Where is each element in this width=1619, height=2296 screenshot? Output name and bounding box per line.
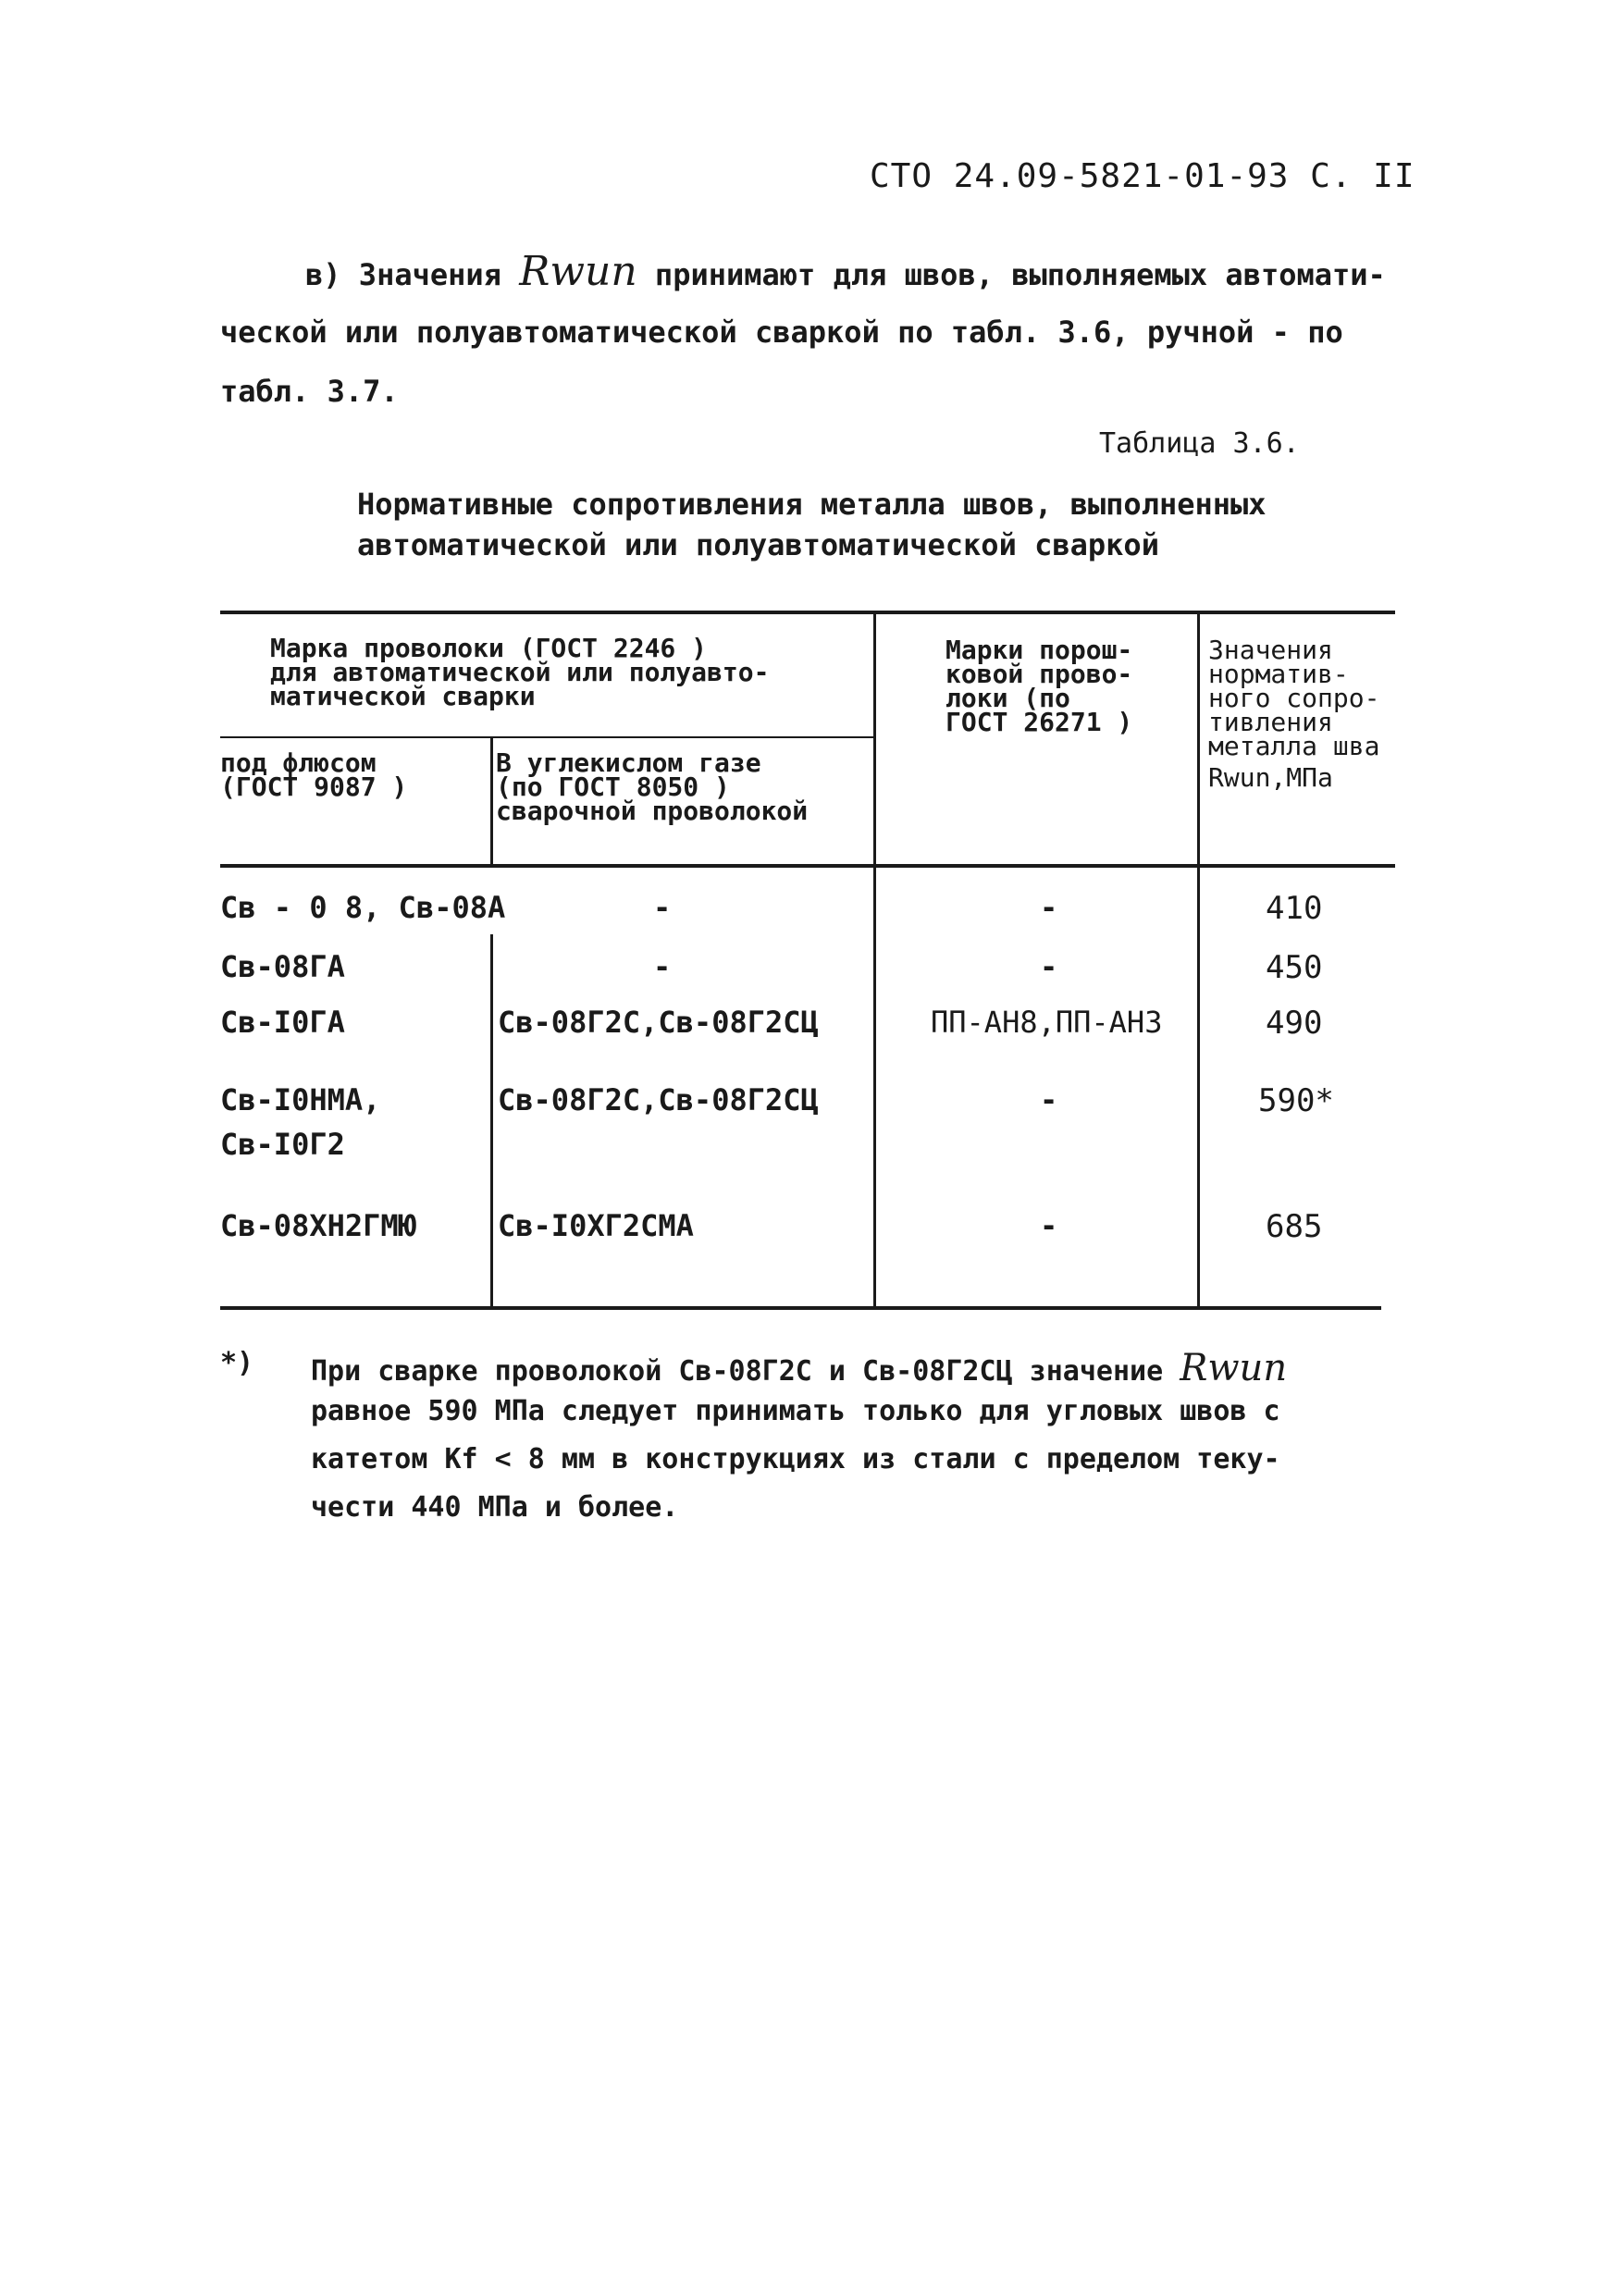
header-value-line-6: Rwun,МПа <box>1208 762 1333 793</box>
intro-line-1-end: принимают для швов, выполняемых автомати- <box>636 257 1386 292</box>
r-wun-symbol: Rwun <box>519 248 637 295</box>
page-reference: СТО 24.09-5821-01-93 С. II <box>870 157 1415 195</box>
header-flux-line-1: под флюсом <box>220 747 377 778</box>
table-top-rule <box>220 611 1395 614</box>
header-wire-line-2: для автоматической или полуавто- <box>270 657 770 687</box>
footnote-line-4: чести 440 МПа и более. <box>311 1491 679 1524</box>
header-value-line-2: норматив- <box>1208 659 1349 689</box>
header-gas-line-2: (по ГОСТ 8050 ) <box>496 772 730 802</box>
header-powder <box>945 635 1133 737</box>
header-powder-line-3: локи (по <box>945 683 1070 713</box>
header-value-line-3: ного сопро- <box>1208 683 1380 713</box>
header-wire-line-1: Марка проволоки (ГОСТ 2246 ) <box>270 633 708 663</box>
footnote-line-1-text: При сварке проволокой Св-08Г2С и Св-08Г2СЦ значение <box>311 1355 1180 1388</box>
row-3-powder: ПП-АН8,ПП-АН3 <box>931 1005 1163 1040</box>
row-5-powder: - <box>1040 1208 1058 1243</box>
row-4-gas: Св-08Г2С,Св-08Г2СЦ <box>498 1082 819 1117</box>
table-caption-line-2: автоматической или полуавтоматической сваркой <box>357 527 1159 562</box>
footnote-line-3: катетом Кf < 8 мм в конструкциях из стали с пределом теку- <box>311 1443 1280 1475</box>
row-2-flux: Св-08ГА <box>220 949 345 984</box>
header-powder-line-1: Марки порош- <box>945 635 1133 665</box>
table-number: Таблица 3.6. <box>1099 427 1300 460</box>
intro-line-1 <box>305 248 1386 295</box>
header-powder-line-4: ГОСТ 26271 ) <box>945 707 1133 737</box>
header-wire-group <box>270 633 770 711</box>
footnote-r-wun-symbol: Rwun <box>1180 1347 1288 1389</box>
header-value-line-1: Значения <box>1208 635 1333 665</box>
table-caption-line-1: Нормативные сопротивления металла швов, выполненных <box>357 487 1267 522</box>
row-1-powder: - <box>1040 890 1058 925</box>
header-value-line-5: металла шва <box>1208 731 1380 761</box>
column-divider-3 <box>1197 612 1200 1308</box>
row-1-value: 410 <box>1266 890 1323 927</box>
row-3-value: 490 <box>1266 1005 1323 1042</box>
header-gas-line-3: сварочной проволокой <box>496 796 809 826</box>
header-value <box>1208 635 1380 793</box>
row-5-value: 685 <box>1266 1208 1323 1245</box>
row-1-flux: Св - 0 8, Св-08А <box>220 890 506 925</box>
intro-line-2: ческой или полуавтоматической сваркой по табл. 3.6, ручной - по <box>220 315 1343 350</box>
row-2-gas: - <box>653 949 672 984</box>
row-3-flux: Св-I0ГА <box>220 1005 345 1040</box>
row-2-powder: - <box>1040 949 1058 984</box>
row-1-gas: - <box>653 890 672 925</box>
header-powder-line-2: ковой прово- <box>945 659 1133 689</box>
row-4-flux-line-2: Св-I0Г2 <box>220 1127 345 1162</box>
footnote-line-2: равное 590 МПа следует принимать только для угловых швов с <box>311 1395 1280 1427</box>
column-divider-1-header <box>490 738 493 864</box>
row-3-gas: Св-08Г2С,Св-08Г2СЦ <box>498 1005 819 1040</box>
header-bottom-rule <box>220 864 1395 868</box>
row-4-powder: - <box>1040 1082 1058 1117</box>
row-2-value: 450 <box>1266 949 1323 986</box>
header-gas-line-1: В углекислом газе <box>496 747 761 778</box>
row-4-flux: Св-I0НМА, <box>220 1082 381 1117</box>
header-value-line-4: тивления <box>1208 707 1333 737</box>
column-divider-1-body <box>490 934 493 1308</box>
header-wire-line-3: матической сварки <box>270 681 536 711</box>
footnote-line-1 <box>311 1347 1287 1389</box>
intro-line-1-start: в) Значения <box>305 257 520 292</box>
row-4-value: 590* <box>1258 1082 1334 1119</box>
header-gas <box>496 747 809 826</box>
footnote-mark: *) <box>220 1347 254 1379</box>
table-bottom-rule <box>220 1306 1381 1310</box>
row-5-gas: Св-I0ХГ2СМА <box>498 1208 694 1243</box>
intro-line-3: табл. 3.7. <box>220 374 399 409</box>
header-group-rule <box>220 736 873 738</box>
column-divider-2 <box>873 612 876 1308</box>
header-flux <box>220 747 408 802</box>
row-5-flux: Св-08ХН2ГМЮ <box>220 1208 416 1243</box>
header-flux-line-2: (ГОСТ 9087 ) <box>220 772 408 802</box>
